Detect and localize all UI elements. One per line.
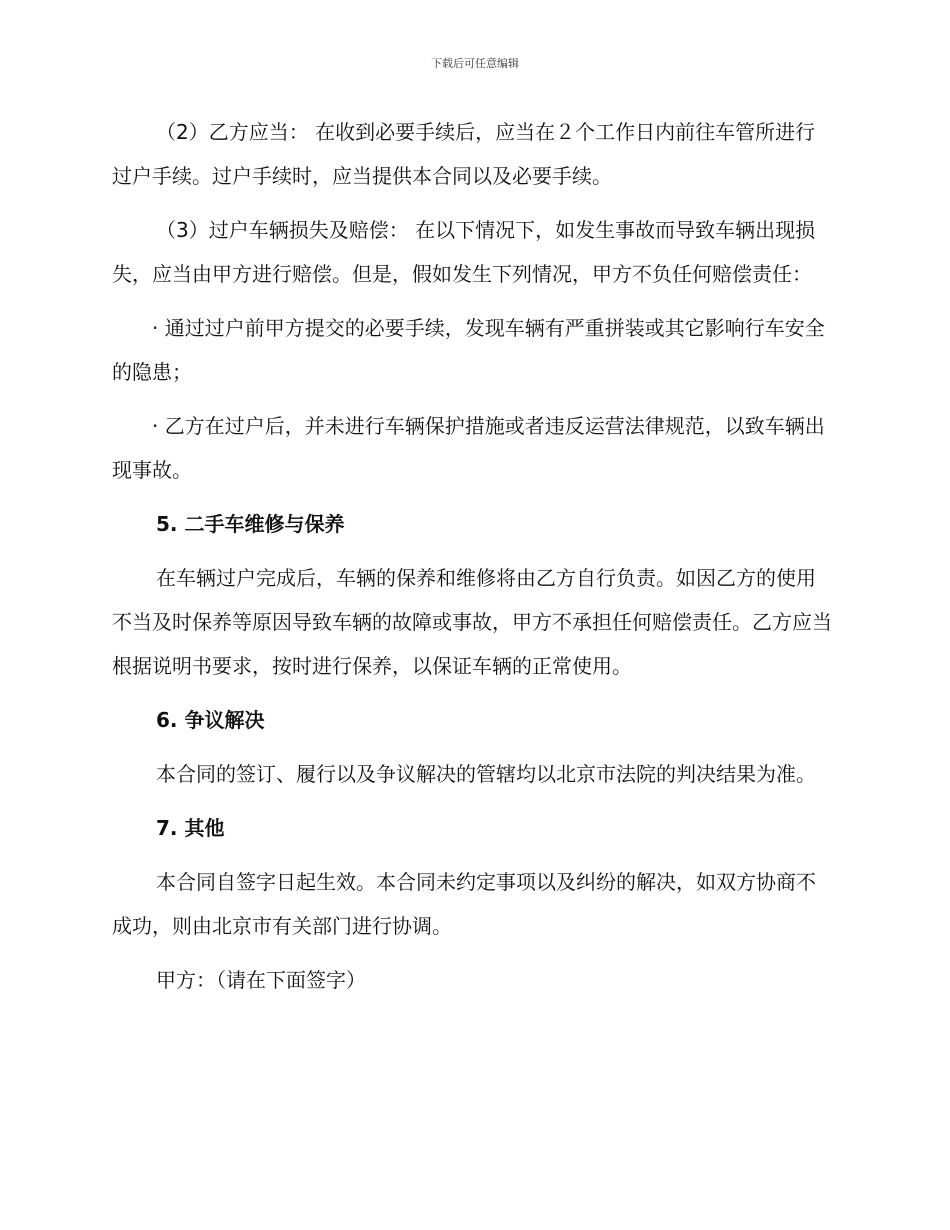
section-heading-6: 6. 争议解决	[156, 708, 265, 732]
bullet-item-1: · 通过过户前甲方提交的必要手续，发现车辆有严重拼装或其它影响行车安全的隐患；	[112, 316, 825, 384]
bullet-item-2: · 乙方在过户后，并未进行车辆保护措施或者违反运营法律规范，以致车辆出现事故。	[112, 414, 825, 482]
paragraph-section-6: 本合同的签订、履行以及争议解决的管辖均以北京市法院的判决结果为准。	[156, 762, 816, 786]
document-body	[112, 110, 832, 1002]
page-header: 下载后可任意编辑	[431, 57, 519, 70]
section-heading-7: 7. 其他	[156, 816, 225, 840]
section-heading-5: 5. 二手车维修与保养	[156, 512, 345, 536]
paragraph-section-7: 本合同自签字日起生效。本合同未约定事项以及纠纷的解决，如双方协商不成功，则由北京市有关部门进行协调。	[112, 870, 816, 938]
paragraph-2-obligation: （2）乙方应当： 在收到必要手续后，应当在２个工作日内前往车管所进行过户手续。过户手续时，应当提供本合同以及必要手续。	[112, 120, 816, 188]
paragraph-section-5: 在车辆过户完成后，车辆的保养和维修将由乙方自行负责。如因乙方的使用不当及时保养等原因导致车辆的故障或事故，甲方不承担任何赔偿责任。乙方应当根据说明书要求，按时进行保养，以保证车辆的正常使用。	[112, 566, 832, 678]
signature-party-a: 甲方：（请在下面签字）	[156, 968, 366, 992]
paragraph-3-loss-compensation: （3）过户车辆损失及赔偿： 在以下情况下，如发生事故而导致车辆出现损失，应当由甲方进行赔偿。但是，假如发生下列情况，甲方不负任何赔偿责任：	[112, 218, 816, 286]
